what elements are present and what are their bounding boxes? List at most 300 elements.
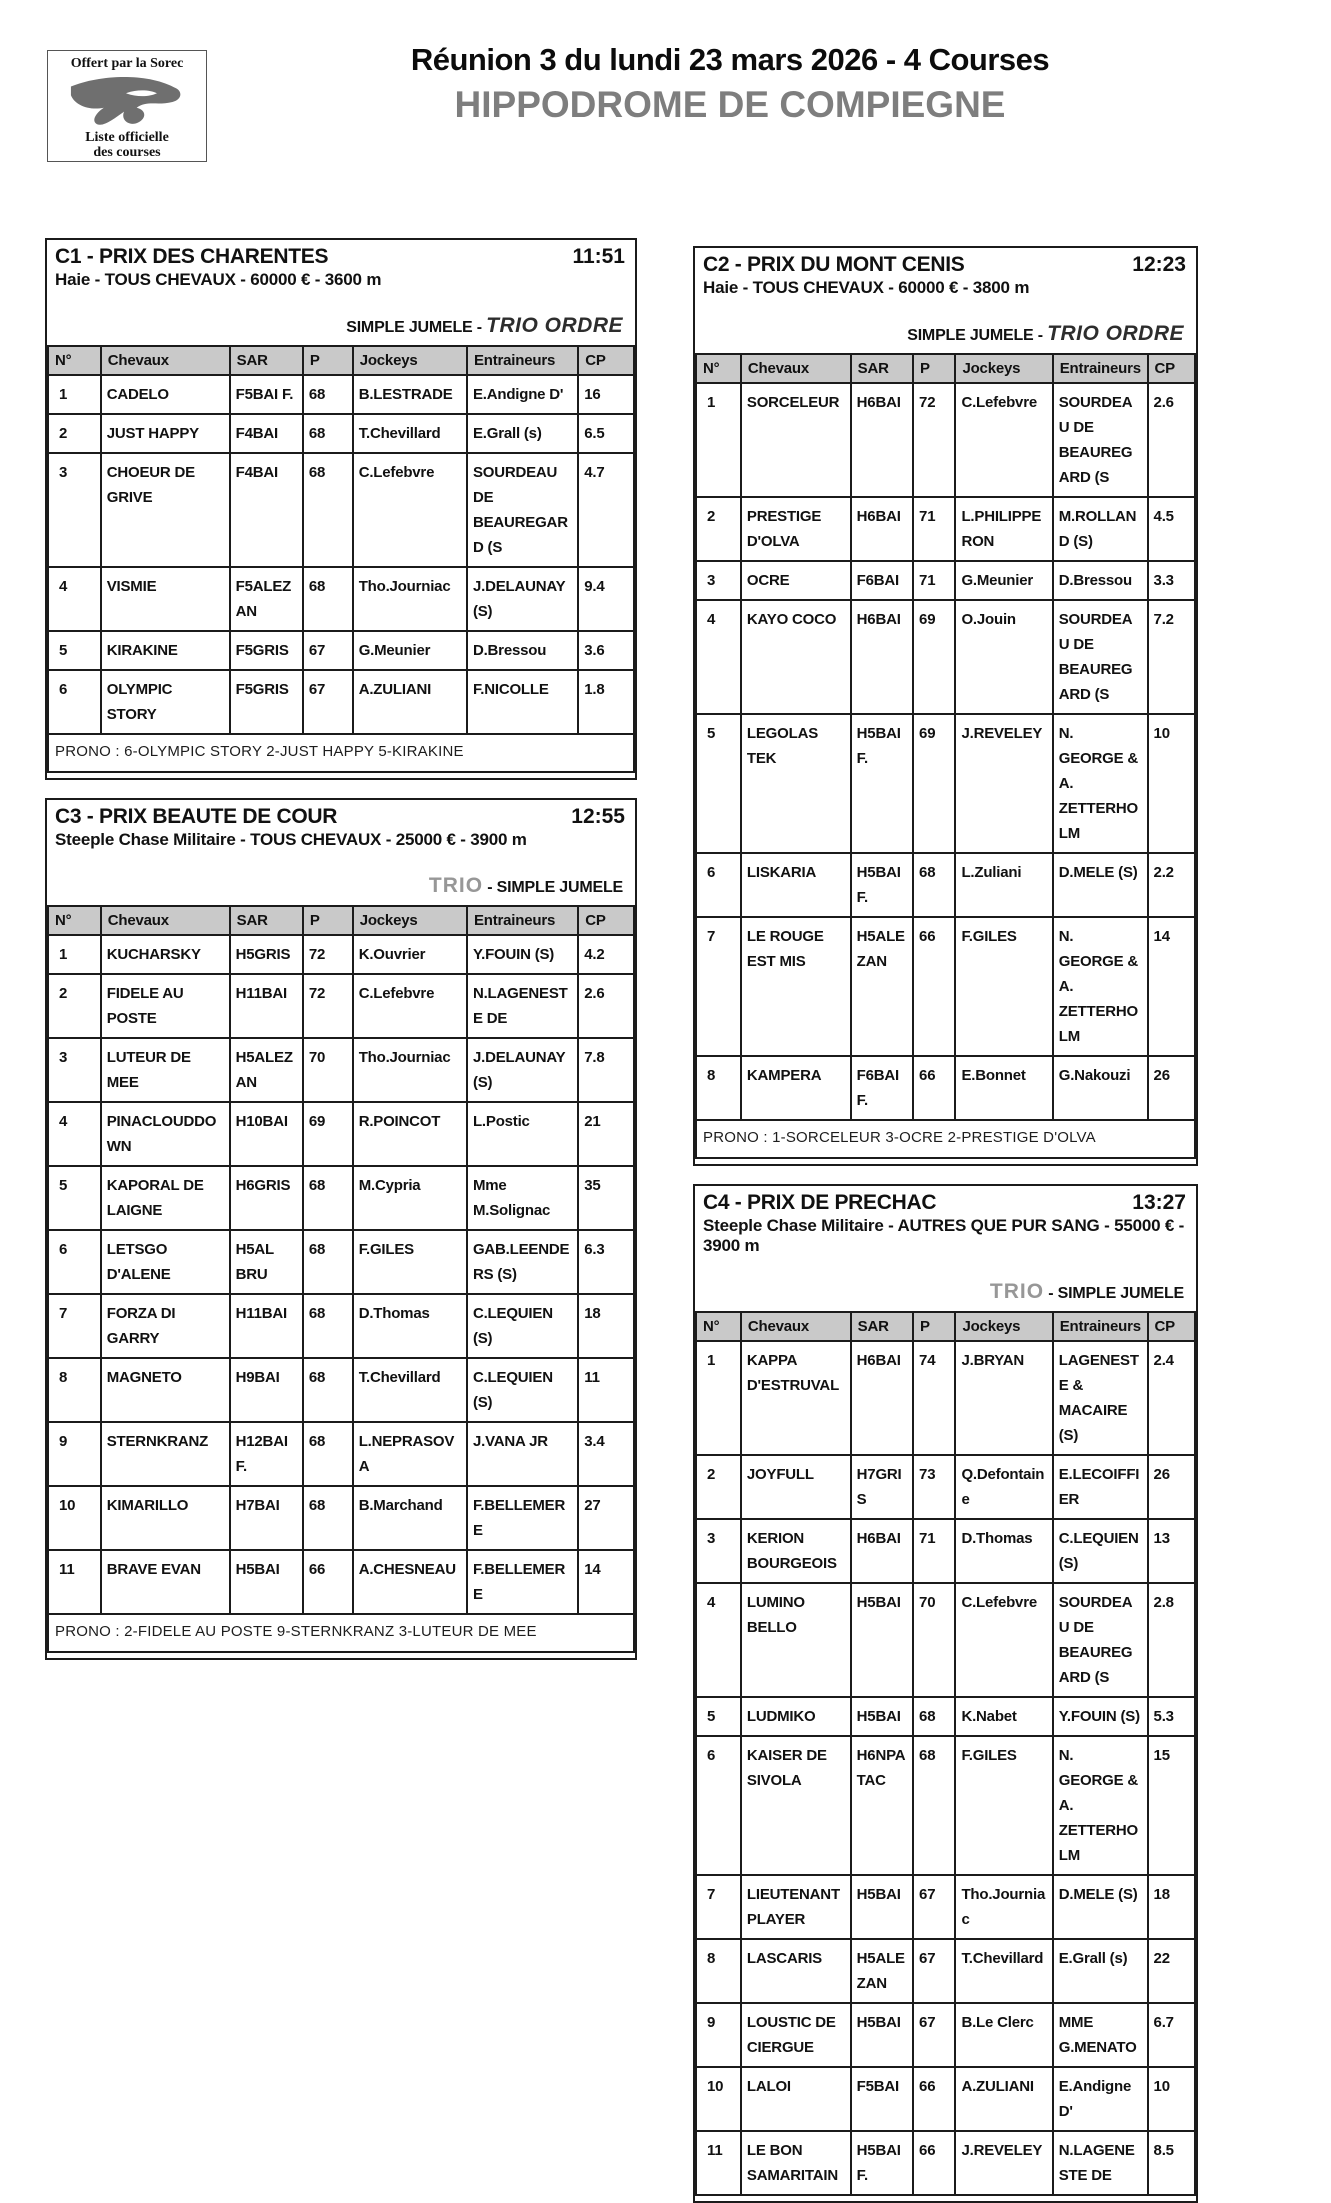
sar-cell: H6BAI [851, 383, 913, 497]
weight-cell: 69 [913, 714, 955, 853]
horse-row [48, 1102, 634, 1166]
table-body [696, 383, 1195, 1158]
horse-row [48, 1358, 634, 1422]
column-header: SAR [230, 346, 303, 375]
horse-row [696, 497, 1195, 561]
trainer-cell: J.DELAUNAY (S) [467, 567, 578, 631]
prono-row [696, 1120, 1195, 1158]
sar-cell: H5BAI [230, 1550, 303, 1614]
horse-row [696, 1736, 1195, 1875]
sorec-logo-icon [66, 72, 188, 130]
weight-cell: 73 [913, 1455, 955, 1519]
horse-cell: FORZA DI GARRY [101, 1294, 230, 1358]
table-header-row [48, 906, 634, 935]
num-cell: 2 [48, 414, 101, 453]
horse-cell: SORCELEUR [741, 383, 851, 497]
horse-row [48, 935, 634, 974]
horse-cell: KIMARILLO [101, 1486, 230, 1550]
num-cell: 5 [696, 714, 741, 853]
trainer-cell: F.BELLEMERE [467, 1486, 578, 1550]
horse-cell: KAISER DE SIVOLA [741, 1736, 851, 1875]
race-title-row [55, 245, 627, 269]
race-conditions: Steeple Chase Militaire - TOUS CHEVAUX - 25000 € - 3900 m [55, 830, 527, 849]
weight-cell: 67 [913, 1875, 955, 1939]
cp-cell: 2.2 [1148, 853, 1195, 917]
race-title: C1 - PRIX DES CHARENTES [55, 245, 329, 268]
num-cell: 4 [696, 600, 741, 714]
column-header: Chevaux [741, 1312, 851, 1341]
right-column [693, 246, 1198, 2203]
prono-text: PRONO : 1-SORCELEUR 3-OCRE 2-PRESTIGE D'OLVA [696, 1120, 1195, 1158]
num-cell: 3 [696, 1519, 741, 1583]
weight-cell: 68 [303, 567, 353, 631]
runners-table [695, 1311, 1196, 2196]
num-cell: 5 [696, 1697, 741, 1736]
trainer-cell: E.Grall (s) [1053, 1939, 1148, 2003]
horse-cell: LOUSTIC DE CIERGUE [741, 2003, 851, 2067]
jockey-cell: T.Chevillard [955, 1939, 1052, 2003]
trainer-cell: E.Andigne D' [1053, 2067, 1148, 2131]
column-header: CP [1148, 1312, 1195, 1341]
sar-cell: F4BAI [230, 453, 303, 567]
jockey-cell: K.Ouvrier [353, 935, 467, 974]
table-body [696, 1341, 1195, 2195]
weight-cell: 68 [303, 414, 353, 453]
jockey-cell: M.Cypria [353, 1166, 467, 1230]
column-header: P [303, 346, 353, 375]
sar-cell: H9BAI [230, 1358, 303, 1422]
jockey-cell: A.CHESNEAU [353, 1550, 467, 1614]
horse-row [48, 974, 634, 1038]
horse-row [48, 631, 634, 670]
horse-cell: OCRE [741, 561, 851, 600]
trainer-cell: MME G.MENATO [1053, 2003, 1148, 2067]
num-cell: 6 [696, 853, 741, 917]
weight-cell: 67 [913, 2003, 955, 2067]
prono-text: PRONO : 2-FIDELE AU POSTE 9-STERNKRANZ 3-LUTEUR DE MEE [48, 1614, 634, 1652]
sar-cell: F5ALEZAN [230, 567, 303, 631]
horse-cell: VISMIE [101, 567, 230, 631]
column-header: Entraineurs [1053, 354, 1148, 383]
logo-caption-top: Offert par la Sorec [70, 56, 184, 71]
jockey-cell: A.ZULIANI [353, 670, 467, 734]
weight-cell: 68 [913, 1736, 955, 1875]
horse-row [696, 2131, 1195, 2195]
sar-cell: H5BAI [851, 2003, 913, 2067]
horse-row [696, 383, 1195, 497]
num-cell: 11 [696, 2131, 741, 2195]
column-header: P [913, 354, 955, 383]
sar-cell: H5ALEZAN [851, 917, 913, 1056]
num-cell: 9 [696, 2003, 741, 2067]
cp-cell: 15 [1148, 1736, 1195, 1875]
jockey-cell: D.Thomas [353, 1294, 467, 1358]
table-head [696, 1312, 1195, 1341]
race-conditions: Haie - TOUS CHEVAUX - 60000 € - 3800 m [703, 278, 1030, 297]
jockey-cell: F.GILES [955, 1736, 1052, 1875]
horse-row [696, 1697, 1195, 1736]
horse-cell: CHOEUR DE GRIVE [101, 453, 230, 567]
prono-text: PRONO : 6-OLYMPIC STORY 2-JUST HAPPY 5-KIRAKINE [48, 734, 634, 772]
num-cell: 1 [48, 375, 101, 414]
jockey-cell: F.GILES [955, 917, 1052, 1056]
column-header: Jockeys [353, 346, 467, 375]
cp-cell: 16 [578, 375, 634, 414]
num-cell: 8 [48, 1358, 101, 1422]
cp-cell: 2.8 [1148, 1583, 1195, 1697]
num-cell: 4 [48, 1102, 101, 1166]
runners-table [47, 905, 635, 1653]
weight-cell: 71 [913, 497, 955, 561]
bet-segment: SIMPLE JUMELE - [907, 327, 1048, 344]
bet-segment: TRIO [428, 874, 484, 897]
sar-cell: H10BAI [230, 1102, 303, 1166]
horse-cell: BRAVE EVAN [101, 1550, 230, 1614]
horse-cell: FIDELE AU POSTE [101, 974, 230, 1038]
weight-cell: 66 [913, 2131, 955, 2195]
sorec-logo-box [47, 50, 207, 162]
jockey-cell: F.GILES [353, 1230, 467, 1294]
race-card-c2 [693, 246, 1198, 1166]
horse-row [696, 1056, 1195, 1120]
horse-cell: LUDMIKO [741, 1697, 851, 1736]
jockey-cell: G.Meunier [353, 631, 467, 670]
race-head [47, 240, 635, 345]
horse-cell: PRESTIGE D'OLVA [741, 497, 851, 561]
horse-cell: LUMINO BELLO [741, 1583, 851, 1697]
race-title: C2 - PRIX DU MONT CENIS [703, 253, 965, 276]
trainer-cell: SOURDEAU DE BEAUREGARD (S [1053, 1583, 1148, 1697]
cp-cell: 18 [1148, 1875, 1195, 1939]
column-header: Chevaux [741, 354, 851, 383]
num-cell: 4 [696, 1583, 741, 1697]
horse-row [48, 1038, 634, 1102]
jockey-cell: J.REVELEY [955, 2131, 1052, 2195]
trainer-cell: D.Bressou [467, 631, 578, 670]
table-head [48, 346, 634, 375]
num-cell: 1 [696, 1341, 741, 1455]
trainer-cell: N. GEORGE & A. ZETTERHOLM [1053, 917, 1148, 1056]
column-header: Chevaux [101, 346, 230, 375]
horse-row [696, 853, 1195, 917]
horse-cell: KAPORAL DE LAIGNE [101, 1166, 230, 1230]
jockey-cell: C.Lefebvre [955, 1583, 1052, 1697]
cp-cell: 6.5 [578, 414, 634, 453]
cp-cell: 2.6 [1148, 383, 1195, 497]
trainer-cell: D.MELE (S) [1053, 853, 1148, 917]
num-cell: 2 [48, 974, 101, 1038]
sar-cell: F6BAI F. [851, 1056, 913, 1120]
sar-cell: H5ALEZAN [230, 1038, 303, 1102]
horse-cell: LALOI [741, 2067, 851, 2131]
cp-cell: 27 [578, 1486, 634, 1550]
sar-cell: H6BAI [851, 497, 913, 561]
weight-cell: 68 [303, 1486, 353, 1550]
table-header-row [48, 346, 634, 375]
cp-cell: 14 [578, 1550, 634, 1614]
weight-cell: 71 [913, 1519, 955, 1583]
sar-cell: F5BAI [851, 2067, 913, 2131]
jockey-cell: C.Lefebvre [955, 383, 1052, 497]
cp-cell: 2.6 [578, 974, 634, 1038]
weight-cell: 68 [303, 1422, 353, 1486]
num-cell: 6 [696, 1736, 741, 1875]
weight-cell: 67 [913, 1939, 955, 2003]
logo-caption-line1: Liste officielle [85, 130, 169, 145]
runners-table [695, 353, 1196, 1159]
column-header: Jockeys [955, 354, 1052, 383]
sar-cell: H6BAI [851, 1519, 913, 1583]
weight-cell: 66 [303, 1550, 353, 1614]
sar-cell: H5BAI F. [851, 853, 913, 917]
sar-cell: H11BAI [230, 1294, 303, 1358]
cp-cell: 6.7 [1148, 2003, 1195, 2067]
weight-cell: 72 [303, 935, 353, 974]
jockey-cell: B.LESTRADE [353, 375, 467, 414]
horse-cell: LE BON SAMARITAIN [741, 2131, 851, 2195]
weight-cell: 67 [303, 631, 353, 670]
column-header: SAR [851, 1312, 913, 1341]
column-header: CP [1148, 354, 1195, 383]
jockey-cell: R.POINCOT [353, 1102, 467, 1166]
sar-cell: H5BAI [851, 1875, 913, 1939]
sar-cell: H5AL BRU [230, 1230, 303, 1294]
column-header: CP [578, 346, 634, 375]
num-cell: 4 [48, 567, 101, 631]
jockey-cell: O.Jouin [955, 600, 1052, 714]
horse-cell: LISKARIA [741, 853, 851, 917]
num-cell: 11 [48, 1550, 101, 1614]
race-bets-line [703, 1280, 1188, 1304]
race-head [695, 248, 1196, 353]
sar-cell: H12BAI F. [230, 1422, 303, 1486]
race-title-row [703, 253, 1188, 277]
trainer-cell: Y.FOUIN (S) [467, 935, 578, 974]
jockey-cell: J.BRYAN [955, 1341, 1052, 1455]
runners-table [47, 345, 635, 773]
cp-cell: 7.8 [578, 1038, 634, 1102]
num-cell: 2 [696, 1455, 741, 1519]
horse-row [696, 600, 1195, 714]
cp-cell: 35 [578, 1166, 634, 1230]
sar-cell: H7BAI [230, 1486, 303, 1550]
weight-cell: 66 [913, 2067, 955, 2131]
cp-cell: 4.7 [578, 453, 634, 567]
jockey-cell: Tho.Journiac [955, 1875, 1052, 1939]
horse-cell: KAYO COCO [741, 600, 851, 714]
num-cell: 8 [696, 1056, 741, 1120]
horse-cell: KAPPA D'ESTRUVAL [741, 1341, 851, 1455]
column-header: CP [578, 906, 634, 935]
column-header: P [913, 1312, 955, 1341]
num-cell: 6 [48, 670, 101, 734]
sar-cell: F6BAI [851, 561, 913, 600]
jockey-cell: L.NEPRASOVA [353, 1422, 467, 1486]
race-title: C4 - PRIX DE PRECHAC [703, 1191, 937, 1214]
horse-row [48, 567, 634, 631]
num-cell: 5 [48, 1166, 101, 1230]
cp-cell: 22 [1148, 1939, 1195, 2003]
trainer-cell: N. GEORGE & A. ZETTERHOLM [1053, 714, 1148, 853]
weight-cell: 69 [303, 1102, 353, 1166]
cp-cell: 10 [1148, 2067, 1195, 2131]
race-head [695, 1186, 1196, 1311]
cp-cell: 11 [578, 1358, 634, 1422]
jockey-cell: T.Chevillard [353, 1358, 467, 1422]
trainer-cell: SOURDEAU DE BEAUREGARD (S [1053, 600, 1148, 714]
jockey-cell: K.Nabet [955, 1697, 1052, 1736]
weight-cell: 68 [913, 853, 955, 917]
cp-cell: 18 [578, 1294, 634, 1358]
horse-row [696, 1519, 1195, 1583]
weight-cell: 68 [303, 1358, 353, 1422]
weight-cell: 67 [303, 670, 353, 734]
column-header: P [303, 906, 353, 935]
jockey-cell: D.Thomas [955, 1519, 1052, 1583]
num-cell: 3 [48, 1038, 101, 1102]
jockey-cell: Tho.Journiac [353, 567, 467, 631]
horse-cell: LEGOLAS TEK [741, 714, 851, 853]
trainer-cell: E.Andigne D' [467, 375, 578, 414]
left-column [45, 238, 637, 1660]
race-bets-line [703, 322, 1188, 346]
weight-cell: 68 [303, 375, 353, 414]
trainer-cell: N.LAGENESTE DE [467, 974, 578, 1038]
cp-cell: 4.5 [1148, 497, 1195, 561]
weight-cell: 70 [913, 1583, 955, 1697]
table-head [696, 354, 1195, 383]
horse-cell: KERION BOURGEOIS [741, 1519, 851, 1583]
cp-cell: 7.2 [1148, 600, 1195, 714]
race-head [47, 800, 635, 905]
horse-row [696, 917, 1195, 1056]
column-header: N° [696, 354, 741, 383]
horse-cell: KUCHARSKY [101, 935, 230, 974]
column-header: SAR [230, 906, 303, 935]
num-cell: 3 [48, 453, 101, 567]
race-time: 12:55 [571, 805, 625, 828]
race-title: C3 - PRIX BEAUTE DE COUR [55, 805, 338, 828]
horse-row [696, 561, 1195, 600]
horse-cell: JUST HAPPY [101, 414, 230, 453]
jockey-cell: Q.Defontaine [955, 1455, 1052, 1519]
cp-cell: 6.3 [578, 1230, 634, 1294]
horse-row [48, 1166, 634, 1230]
trainer-cell: C.LEQUIEN (S) [1053, 1519, 1148, 1583]
trainer-cell: N.LAGENESTE DE [1053, 2131, 1148, 2195]
column-header: Chevaux [101, 906, 230, 935]
horse-cell: LASCARIS [741, 1939, 851, 2003]
weight-cell: 72 [303, 974, 353, 1038]
cp-cell: 1.8 [578, 670, 634, 734]
num-cell: 1 [696, 383, 741, 497]
sar-cell: H6BAI [851, 600, 913, 714]
horse-cell: LUTEUR DE MEE [101, 1038, 230, 1102]
trainer-cell: G.Nakouzi [1053, 1056, 1148, 1120]
weight-cell: 72 [913, 383, 955, 497]
trainer-cell: LAGENESTE & MACAIRE (S) [1053, 1341, 1148, 1455]
horse-row [48, 670, 634, 734]
cp-cell: 10 [1148, 714, 1195, 853]
cp-cell: 13 [1148, 1519, 1195, 1583]
cp-cell: 8.5 [1148, 2131, 1195, 2195]
sar-cell: H6NPATAC [851, 1736, 913, 1875]
trainer-cell: M.ROLLAND (S) [1053, 497, 1148, 561]
jockey-cell: G.Meunier [955, 561, 1052, 600]
trainer-cell: SOURDEAU DE BEAUREGARD (S [1053, 383, 1148, 497]
horse-row [696, 2003, 1195, 2067]
horse-row [696, 1875, 1195, 1939]
trainer-cell: D.Bressou [1053, 561, 1148, 600]
sar-cell: H7GRIS [851, 1455, 913, 1519]
column-header: Jockeys [353, 906, 467, 935]
race-bets-line [55, 874, 627, 898]
table-body [48, 375, 634, 772]
horse-cell: OLYMPIC STORY [101, 670, 230, 734]
prono-row [48, 1614, 634, 1652]
column-header: Entraineurs [467, 346, 578, 375]
horse-row [48, 1422, 634, 1486]
column-header: Jockeys [955, 1312, 1052, 1341]
sar-cell: H5BAI [851, 1697, 913, 1736]
weight-cell: 68 [913, 1697, 955, 1736]
trainer-cell: C.LEQUIEN (S) [467, 1358, 578, 1422]
horse-row [48, 1294, 634, 1358]
race-title-row [55, 805, 627, 829]
horse-row [696, 1939, 1195, 2003]
column-header: N° [48, 906, 101, 935]
horse-cell: STERNKRANZ [101, 1422, 230, 1486]
horse-cell: KAMPERA [741, 1056, 851, 1120]
num-cell: 10 [696, 2067, 741, 2131]
race-card-c3 [45, 798, 637, 1660]
table-head [48, 906, 634, 935]
trainer-cell: L.Postic [467, 1102, 578, 1166]
sar-cell: F5GRIS [230, 631, 303, 670]
num-cell: 7 [696, 1875, 741, 1939]
sar-cell: H6BAI [851, 1341, 913, 1455]
bet-segment: TRIO ORDRE [486, 314, 623, 337]
column-header: Entraineurs [1053, 1312, 1148, 1341]
cp-cell: 5.3 [1148, 1697, 1195, 1736]
bet-segment: - SIMPLE JUMELE [483, 879, 623, 896]
cp-cell: 26 [1148, 1056, 1195, 1120]
horse-row [696, 1583, 1195, 1697]
cp-cell: 21 [578, 1102, 634, 1166]
num-cell: 2 [696, 497, 741, 561]
horse-row [48, 1486, 634, 1550]
race-time: 11:51 [572, 245, 625, 268]
weight-cell: 68 [303, 1294, 353, 1358]
cp-cell: 9.4 [578, 567, 634, 631]
trainer-cell: Y.FOUIN (S) [1053, 1697, 1148, 1736]
jockey-cell: E.Bonnet [955, 1056, 1052, 1120]
horse-row [696, 2067, 1195, 2131]
trainer-cell: J.DELAUNAY (S) [467, 1038, 578, 1102]
sar-cell: F5BAI F. [230, 375, 303, 414]
horse-row [48, 375, 634, 414]
race-card-c4 [693, 1184, 1198, 2203]
num-cell: 7 [696, 917, 741, 1056]
jockey-cell: L.Zuliani [955, 853, 1052, 917]
horse-cell: LETSGO D'ALENE [101, 1230, 230, 1294]
horse-cell: JOYFULL [741, 1455, 851, 1519]
cp-cell: 26 [1148, 1455, 1195, 1519]
trainer-cell: E.LECOIFFIER [1053, 1455, 1148, 1519]
jockey-cell: A.ZULIANI [955, 2067, 1052, 2131]
prono-row [48, 734, 634, 772]
sar-cell: H5GRIS [230, 935, 303, 974]
